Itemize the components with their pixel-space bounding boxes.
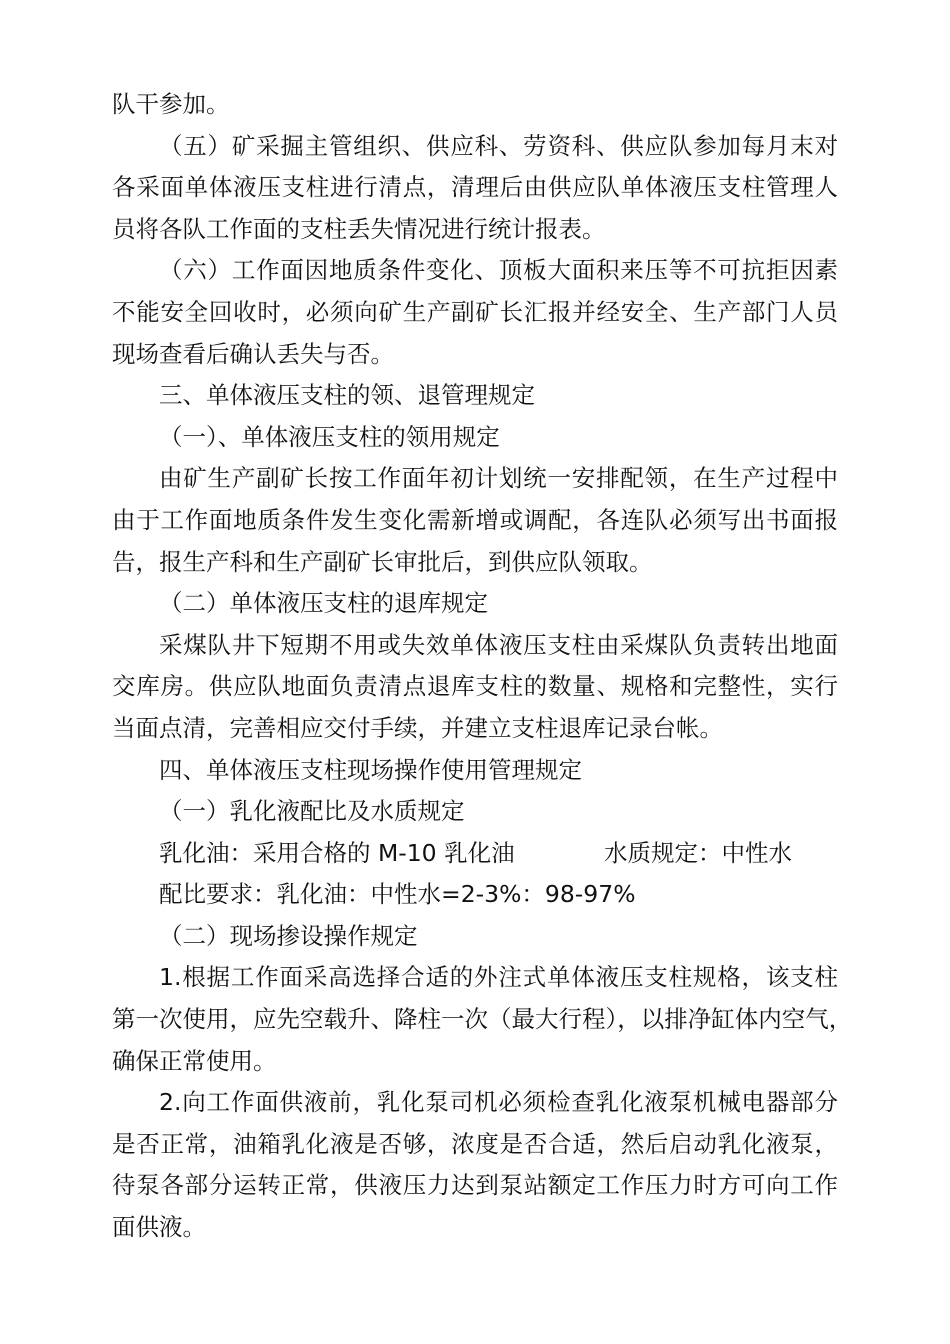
section-heading: 四、单体液压支柱现场操作使用管理规定 — [159, 755, 582, 784]
emulsion-oil-row — [112, 833, 838, 875]
subsection-heading: （二）现场掺设操作规定 — [159, 921, 418, 950]
paragraph-line: 确保正常使用。 — [112, 1046, 277, 1075]
ratio-requirement: 配比要求：乳化油：中性水=2-3%：98-97% — [159, 880, 636, 909]
paragraph-line: 是否正常，油箱乳化液是否够，浓度是否合适，然后启动乳化液泵， — [112, 1129, 838, 1158]
subsection-heading: （一）、单体液压支柱的领用规定 — [159, 422, 500, 451]
subsection-heading: （一）乳化液配比及水质规定 — [159, 797, 465, 826]
paragraph-line: 不能安全回收时，必须向矿生产副矿长汇报并经安全、生产部门人员 — [112, 297, 838, 326]
paragraph-line: （六）工作面因地质条件变化、顶板大面积来压等不可抗拒因素 — [159, 256, 838, 285]
paragraph-line: 2.向工作面供液前，乳化泵司机必须检查乳化液泵机械电器部分 — [159, 1088, 838, 1117]
paragraph-line: 现场查看后确认丢失与否。 — [112, 339, 394, 368]
paragraph-line: 员将各队工作面的支柱丢失情况进行统计报表。 — [112, 214, 606, 243]
paragraph-line: 告，报生产科和生产副矿长审批后，到供应队领取。 — [112, 547, 653, 576]
paragraph-line: 第一次使用，应先空载升、降柱一次（最大行程），以排净缸体内空气， — [112, 1005, 853, 1034]
emulsion-oil-spec: 乳化油：采用合格的 M-10 乳化油 — [159, 838, 515, 867]
paragraph-line: 由矿生产副矿长按工作面年初计划统一安排配领，在生产过程中 — [159, 464, 838, 493]
paragraph-line: 各采面单体液压支柱进行清点，清理后由供应队单体液压支柱管理人 — [112, 173, 838, 202]
water-quality-spec: 水质规定：中性水 — [604, 838, 792, 867]
paragraph-line: 当面点清，完善相应交付手续，并建立支柱退库记录台帐。 — [112, 713, 723, 742]
paragraph-line: 采煤队井下短期不用或失效单体液压支柱由采煤队负责转出地面 — [159, 630, 838, 659]
paragraph-line: 交库房。供应队地面负责清点退库支柱的数量、规格和完整性，实行 — [112, 672, 838, 701]
section-heading: 三、单体液压支柱的领、退管理规定 — [159, 381, 535, 410]
paragraph-line: 队干参加。 — [112, 90, 230, 118]
paragraph-line: （五）矿采掘主管组织、供应科、劳资科、供应队参加每月末对 — [159, 131, 838, 160]
subsection-heading: （二）单体液压支柱的退库规定 — [159, 589, 488, 618]
paragraph-line: 待泵各部分运转正常，供液压力达到泵站额定工作压力时方可向工作 — [112, 1171, 838, 1200]
paragraph-line: 面供液。 — [112, 1213, 206, 1242]
paragraph-line: 由于工作面地质条件发生变化需新增或调配，各连队必须写出书面报 — [112, 505, 838, 534]
paragraph-line: 1.根据工作面采高选择合适的外注式单体液压支柱规格，该支柱 — [159, 963, 838, 992]
document-page — [112, 84, 853, 1249]
